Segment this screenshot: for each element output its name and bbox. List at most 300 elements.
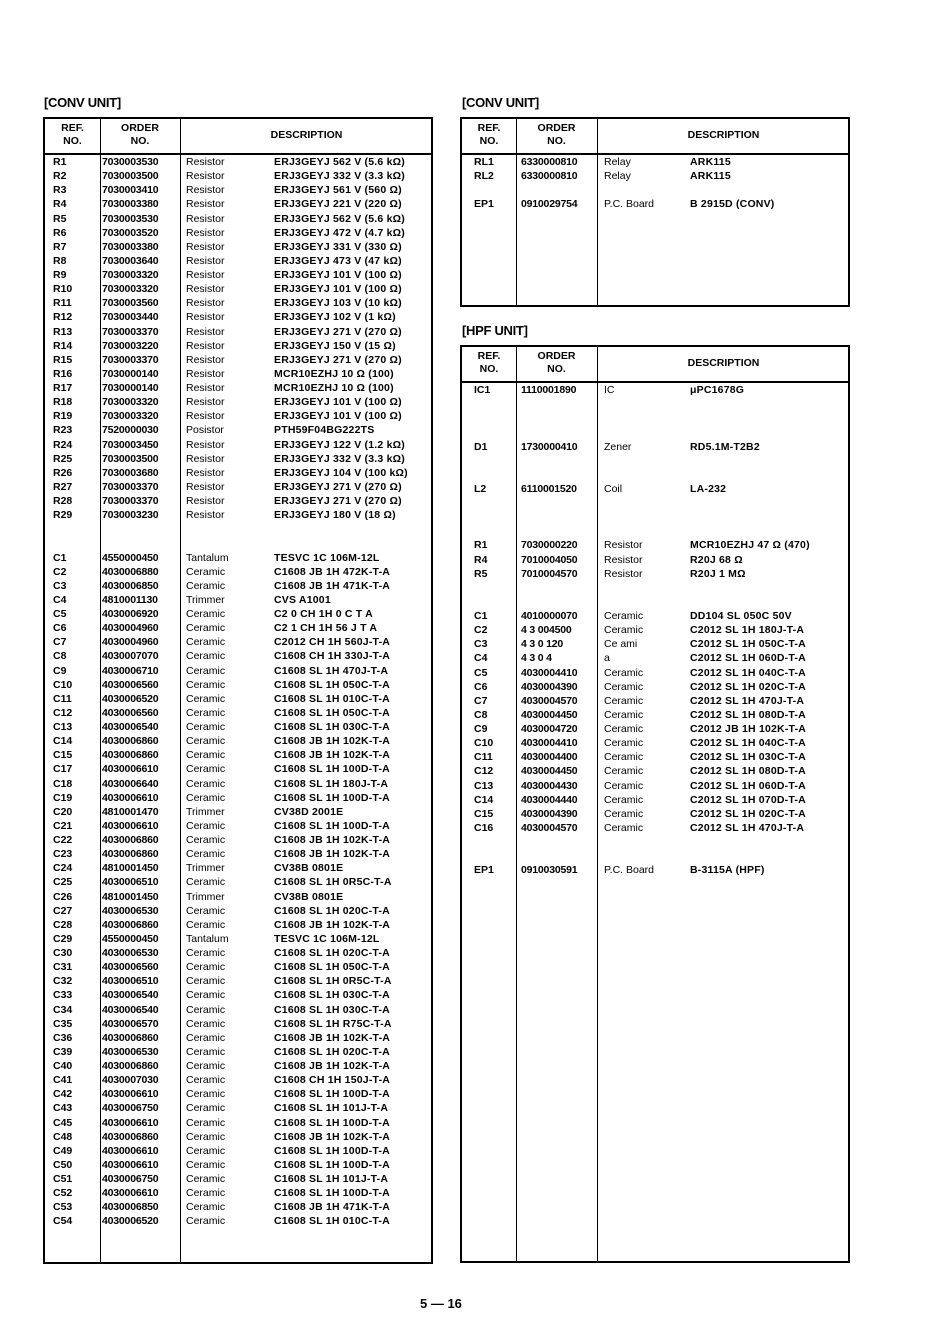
ref-no-cell: EP1 [474, 864, 494, 877]
order-no-cell: 4030006560 [102, 706, 159, 719]
ref-no-cell: R10 [53, 283, 73, 296]
table-row [45, 904, 431, 918]
part-type-cell: Ceramic [604, 807, 644, 820]
ref-no-cell: IC1 [474, 384, 491, 396]
part-type-cell: IC [604, 384, 615, 396]
ref-no-cell: C2 [474, 624, 488, 637]
table-row [45, 409, 431, 423]
order-no-cell: 4030006610 [102, 791, 159, 804]
order-no-cell: 7030000220 [521, 539, 578, 552]
ref-no-header: REF. NO. [61, 122, 84, 147]
table-row [462, 637, 848, 651]
ref-no-cell: C39 [53, 1045, 73, 1058]
order-no-cell: 7030003560 [102, 297, 159, 310]
table-row [45, 932, 431, 946]
hpf-unit-parts-table [460, 345, 850, 1263]
part-value-cell: C1608 SL 1H 0R5C-T-A [274, 975, 392, 988]
order-no-cell: 4030006540 [102, 1003, 159, 1016]
table-row [45, 805, 431, 819]
ref-no-cell: C5 [474, 666, 488, 679]
table-row [45, 522, 431, 536]
ref-no-cell: C1 [53, 551, 67, 564]
part-type-cell: Ceramic [186, 791, 226, 804]
part-value-cell: C1608 JB 1H 102K-T-A [274, 848, 391, 861]
part-value-cell: C1608 SL 1H 100D-T-A [274, 1158, 390, 1171]
part-type-cell: Ceramic [186, 735, 226, 748]
table-row [45, 480, 431, 494]
ref-no-cell: R28 [53, 495, 73, 507]
part-value-cell: ERJ3GEYJ 271 V (270 Ω) [274, 480, 402, 493]
part-value-cell: R20J 1 MΩ [690, 567, 746, 580]
table-row [462, 468, 848, 482]
ref-no-cell: R24 [53, 438, 73, 451]
table-row [45, 1158, 431, 1172]
ref-no-header: REF. NO. [477, 122, 501, 147]
description-header: DESCRIPTION [687, 129, 760, 141]
table-row [45, 155, 431, 169]
order-no-cell: 4030004720 [521, 723, 578, 735]
part-type-cell: Ceramic [186, 848, 226, 861]
part-value-cell: C2 1 CH 1H 56 J T A [274, 622, 378, 635]
part-value-cell: C1608 SL 1H 020C-T-A [274, 904, 390, 917]
order-no-cell: 4030004960 [102, 636, 159, 649]
part-value-cell: C1608 JB 1H 102K-T-A [274, 918, 391, 931]
table-row [45, 1200, 431, 1214]
table-row [45, 621, 431, 635]
part-value-cell: C1608 SL 1H 050C-T-A [274, 706, 390, 719]
table-row [45, 678, 431, 692]
part-type-cell: Ceramic [186, 876, 226, 889]
table-row [45, 946, 431, 960]
order-no-cell: 4030006640 [102, 777, 159, 790]
part-type-cell: P.C. Board [604, 864, 655, 877]
part-type-cell: Ceramic [186, 904, 226, 917]
table-row [462, 411, 848, 425]
part-type-cell: Ceramic [186, 749, 226, 762]
part-type-cell: Ceramic [186, 1060, 226, 1072]
part-value-cell: ERJ3GEYJ 221 V (220 Ω) [274, 198, 402, 211]
part-type-cell: Ceramic [604, 680, 644, 693]
part-value-cell: C1608 JB 1H 102K-T-A [274, 1130, 391, 1143]
ref-no-cell: C15 [474, 807, 494, 820]
part-type-cell: Ceramic [186, 664, 226, 677]
part-type-cell: Ceramic [604, 624, 644, 637]
order-no-cell: 4030006520 [102, 1215, 159, 1228]
order-no-cell: 4030006560 [102, 961, 159, 974]
table-row [462, 651, 848, 665]
part-value-cell: C1608 SL 1H 100D-T-A [274, 819, 390, 832]
hpf-unit-title: [HPF UNIT] [462, 323, 528, 338]
part-value-cell: C2012 SL 1H 180J-T-A [690, 624, 805, 637]
table-row [45, 536, 431, 550]
ref-no-cell: C22 [53, 834, 73, 846]
table-row [462, 567, 848, 581]
table-row [462, 793, 848, 807]
order-no-cell: 7520000030 [102, 424, 159, 437]
table-row [462, 722, 848, 736]
table-row [462, 155, 848, 169]
table-row [45, 791, 431, 805]
ref-no-cell: R6 [53, 226, 67, 239]
part-type-cell: Ceramic [186, 1031, 226, 1044]
part-value-cell: ERJ3GEYJ 103 V (10 kΩ) [274, 297, 402, 310]
table-row [462, 397, 848, 411]
ref-no-cell: C41 [53, 1074, 73, 1087]
order-no-cell: 4030006510 [102, 876, 159, 889]
part-value-cell: ERJ3GEYJ 271 V (270 Ω) [274, 495, 402, 507]
ref-no-cell: C4 [474, 652, 488, 665]
part-type-cell: Resistor [186, 495, 225, 507]
order-no-cell: 4030004960 [102, 622, 159, 635]
ref-no-cell: C10 [474, 737, 494, 750]
part-type-cell: Ceramic [186, 692, 226, 705]
part-value-cell: C2012 SL 1H 070D-T-A [690, 793, 806, 806]
order-no-cell: 4030006860 [102, 735, 159, 748]
order-no-cell: 7030003320 [102, 269, 159, 281]
part-type-cell: Posistor [186, 424, 224, 437]
order-no-cell: 4810001450 [102, 890, 159, 903]
table-row [462, 807, 848, 821]
ref-no-cell: C45 [53, 1116, 73, 1129]
part-type-cell: Resistor [186, 198, 225, 211]
part-type-cell: Resistor [186, 452, 225, 465]
order-no-cell: 4030006860 [102, 749, 159, 762]
table-row [45, 607, 431, 621]
part-value-cell: C1608 SL 1H 010C-T-A [274, 692, 390, 705]
part-value-cell: C2012 SL 1H 080D-T-A [690, 708, 806, 721]
part-value-cell: ERJ3GEYJ 472 V (4.7 kΩ) [274, 226, 405, 239]
part-value-cell: ARK115 [690, 170, 731, 183]
ref-no-cell: C3 [474, 638, 488, 651]
order-no-cell: 7030003370 [102, 480, 159, 493]
ref-no-cell: C43 [53, 1102, 73, 1115]
order-no-cell: 1110001890 [521, 384, 577, 396]
table-row [45, 183, 431, 197]
ref-no-cell: C8 [474, 708, 488, 721]
part-value-cell: ERJ3GEYJ 101 V (100 Ω) [274, 396, 402, 409]
ref-no-cell: R23 [53, 424, 73, 437]
page-number: 5 — 16 [420, 1296, 462, 1311]
ref-no-cell: R4 [474, 553, 488, 566]
ref-no-cell: R11 [53, 297, 72, 310]
order-no-cell: 4030006610 [102, 1187, 159, 1200]
ref-no-cell: R3 [53, 184, 67, 197]
part-value-cell: MCR10EZHJ 47 Ω (470) [690, 539, 810, 552]
part-type-cell: P.C. Board [604, 198, 655, 211]
order-no-cell: 4030007070 [102, 650, 159, 663]
part-type-cell: Ceramic [604, 610, 644, 622]
part-value-cell: TESVC 1C 106M-12L [274, 551, 380, 564]
part-type-cell: Resistor [186, 311, 225, 324]
table-row [462, 425, 848, 439]
order-no-cell: 4030004570 [521, 821, 578, 834]
order-no-cell: 4030004390 [521, 680, 578, 693]
part-type-cell: Relay [604, 156, 631, 168]
table-row [45, 974, 431, 988]
table-row [45, 268, 431, 282]
order-no-cell: 1730000410 [521, 440, 578, 453]
table-row [462, 595, 848, 609]
ref-no-cell: R2 [53, 170, 67, 183]
order-no-cell: 4030006860 [102, 1031, 159, 1044]
description-header: DESCRIPTION [687, 357, 760, 369]
order-no-cell: 4030006750 [102, 1102, 159, 1115]
order-no-cell: 4030006530 [102, 1045, 159, 1058]
part-type-cell: Zener [604, 440, 632, 453]
table-row [45, 777, 431, 791]
part-value-cell: TESVC 1C 106M-12L [274, 932, 380, 945]
ref-no-cell: C9 [474, 723, 488, 735]
table-row [462, 666, 848, 680]
ref-no-cell: C14 [474, 793, 494, 806]
ref-no-cell: C40 [53, 1060, 73, 1072]
part-type-cell: Ceramic [186, 819, 226, 832]
order-no-cell: 7030003370 [102, 325, 159, 338]
table-row [45, 1186, 431, 1200]
part-value-cell: C1608 SL 1H 0R5C-T-A [274, 876, 392, 889]
part-value-cell: C1608 JB 1H 102K-T-A [274, 834, 391, 846]
order-no-cell: 0910030591 [521, 864, 578, 877]
order-no-cell: 7030003520 [102, 226, 159, 239]
ref-no-cell: C7 [53, 636, 67, 649]
order-no-cell: 4030006880 [102, 565, 159, 578]
table-row [45, 692, 431, 706]
order-no-cell: 4030006860 [102, 918, 159, 931]
table-row [45, 861, 431, 875]
table-row [45, 762, 431, 776]
part-type-cell: Resistor [186, 339, 225, 352]
ref-no-cell: C18 [53, 777, 73, 790]
part-value-cell: C1608 SL 1H 470J-T-A [274, 664, 389, 677]
part-value-cell: C1608 SL 1H R75C-T-A [274, 1017, 392, 1030]
conv-unit-parts-table-right [460, 117, 850, 307]
ref-no-cell: R5 [474, 567, 488, 580]
ref-no-cell: C8 [53, 650, 67, 663]
ref-no-cell: C50 [53, 1158, 73, 1171]
order-no-cell: 7030003450 [102, 438, 159, 451]
part-type-cell: Ceramic [604, 751, 644, 764]
part-value-cell: C1608 SL 1H 100D-T-A [274, 1144, 390, 1157]
part-type-cell: a [604, 652, 610, 665]
part-type-cell: Resistor [186, 438, 225, 451]
ref-no-cell: C10 [53, 678, 73, 691]
ref-no-cell: L2 [474, 482, 487, 495]
ref-no-cell: R27 [53, 480, 73, 493]
ref-no-cell: R9 [53, 269, 67, 281]
part-type-cell: Resistor [186, 184, 225, 197]
ref-no-cell: C54 [53, 1215, 73, 1228]
part-value-cell: C1608 SL 1H 101J-T-A [274, 1173, 389, 1185]
description-header: DESCRIPTION [270, 129, 343, 141]
order-no-cell: 4810001470 [102, 805, 159, 818]
order-no-cell: 6330000810 [521, 170, 578, 183]
order-no-cell: 4030004440 [521, 793, 578, 806]
part-type-cell: Ceramic [186, 1173, 226, 1185]
part-type-cell: Relay [604, 170, 631, 183]
ref-no-cell: C21 [53, 819, 73, 832]
part-value-cell: ERJ3GEYJ 102 V (1 kΩ) [274, 311, 396, 324]
part-value-cell: CV38D 2001E [274, 805, 344, 818]
part-type-cell: Resistor [186, 297, 225, 310]
order-no-cell: 7030003440 [102, 311, 159, 324]
part-value-cell: C1608 JB 1H 102K-T-A [274, 749, 391, 762]
table-row [462, 454, 848, 468]
ref-no-cell: C32 [53, 975, 73, 988]
part-value-cell: C1608 SL 1H 050C-T-A [274, 961, 390, 974]
table-row [45, 508, 431, 522]
table-row [45, 1130, 431, 1144]
table-row [45, 565, 431, 579]
part-value-cell: ERJ3GEYJ 180 V (18 Ω) [274, 509, 396, 522]
table-row [462, 764, 848, 778]
order-no-cell: 4030004450 [521, 765, 578, 778]
part-type-cell: Resistor [186, 283, 225, 296]
order-no-cell: 4030006860 [102, 848, 159, 861]
part-type-cell: Resistor [186, 367, 225, 380]
table-row [462, 863, 848, 877]
table-row [45, 353, 431, 367]
part-type-cell: Ceramic [604, 779, 644, 792]
order-no-cell: 4030006610 [102, 763, 159, 776]
part-value-cell: RD5.1M-T2B2 [690, 440, 760, 453]
part-type-cell: Trimmer [186, 593, 225, 606]
table-row [45, 734, 431, 748]
part-type-cell: Ceramic [186, 1187, 226, 1200]
part-value-cell: C1608 SL 1H 050C-T-A [274, 678, 390, 691]
part-value-cell: C2012 SL 1H 470J-T-A [690, 821, 805, 834]
part-value-cell: C1608 CH 1H 330J-T-A [274, 650, 391, 663]
part-value-cell: C1608 SL 1H 180J-T-A [274, 777, 389, 790]
order-no-cell: 4810001130 [102, 593, 158, 606]
table-row [462, 680, 848, 694]
table-row [45, 1059, 431, 1073]
table-row [45, 1144, 431, 1158]
table-row [462, 524, 848, 538]
order-no-cell: 4030006530 [102, 947, 159, 959]
order-no-cell: 4010000070 [521, 610, 578, 622]
ref-no-cell: C13 [474, 779, 494, 792]
part-value-cell: ERJ3GEYJ 332 V (3.3 kΩ) [274, 170, 405, 183]
table-row [45, 579, 431, 593]
part-value-cell: C1608 JB 1H 471K-T-A [274, 1201, 391, 1214]
order-no-cell: 7030003530 [102, 212, 159, 225]
part-value-cell: B 2915D (CONV) [690, 198, 775, 211]
part-type-cell: Ceramic [186, 763, 226, 776]
part-type-cell: Ceramic [604, 723, 644, 735]
order-no-cell: 4030006520 [102, 692, 159, 705]
part-type-cell: Resistor [186, 396, 225, 409]
order-no-cell: 7030003380 [102, 240, 159, 253]
ref-no-cell: C49 [53, 1144, 73, 1157]
table-row [45, 452, 431, 466]
part-type-cell: Ceramic [604, 793, 644, 806]
ref-no-cell: R25 [53, 452, 73, 465]
order-no-cell: 4810001450 [102, 862, 159, 875]
order-no-cell: 4030006610 [102, 1144, 159, 1157]
parts-rows [45, 155, 431, 1229]
table-row [462, 197, 848, 211]
part-value-cell: C1608 SL 1H 100D-T-A [274, 791, 390, 804]
part-type-cell: Ceramic [604, 765, 644, 778]
table-row [45, 1087, 431, 1101]
order-no-cell: 7030003220 [102, 339, 159, 352]
part-type-cell: Ceramic [186, 975, 226, 988]
ref-no-cell: C30 [53, 947, 73, 959]
part-type-cell: Resistor [186, 254, 225, 267]
part-type-cell: Ceramic [186, 636, 226, 649]
table-row [462, 496, 848, 510]
part-value-cell: ERJ3GEYJ 104 V (100 kΩ) [274, 466, 408, 479]
order-no-cell: 4030006610 [102, 1088, 159, 1101]
part-type-cell: Ce ami [604, 638, 638, 651]
order-no-cell: 4030006530 [102, 904, 159, 917]
part-value-cell: C2012 SL 1H 040C-T-A [690, 666, 806, 679]
ref-no-cell: R1 [53, 156, 67, 168]
part-type-cell: Trimmer [186, 890, 225, 903]
order-no-cell: 7030003680 [102, 466, 159, 479]
part-type-cell: Ceramic [186, 834, 226, 846]
ref-no-cell: C20 [53, 805, 73, 818]
table-row [45, 169, 431, 183]
table-row [462, 835, 848, 849]
part-value-cell: C2012 SL 1H 020C-T-A [690, 807, 806, 820]
table-row [45, 423, 431, 437]
part-value-cell: ERJ3GEYJ 101 V (100 Ω) [274, 410, 402, 423]
ref-no-cell: C13 [53, 721, 73, 733]
part-type-cell: Resistor [604, 553, 643, 566]
table-row [45, 282, 431, 296]
order-no-cell: 4030006610 [102, 819, 159, 832]
order-no-cell: 4030004410 [521, 737, 578, 750]
table-row [45, 438, 431, 452]
part-value-cell: C2012 JB 1H 102K-T-A [690, 723, 807, 735]
ref-no-cell: C4 [53, 593, 67, 606]
part-value-cell: C1608 SL 1H 030C-T-A [274, 1003, 390, 1016]
ref-no-cell: R14 [53, 339, 73, 352]
order-no-cell: 7030000140 [102, 367, 159, 380]
part-type-cell: Resistor [186, 226, 225, 239]
ref-no-cell: C24 [53, 862, 73, 875]
ref-no-cell: C48 [53, 1130, 73, 1143]
order-no-cell: 4030006850 [102, 579, 159, 592]
table-row [462, 553, 848, 567]
order-no-cell: 7030003530 [102, 156, 159, 168]
table-row [45, 833, 431, 847]
ref-no-cell: C11 [53, 692, 72, 705]
ref-no-cell: D1 [474, 440, 488, 453]
part-type-cell: Resistor [186, 509, 225, 522]
part-value-cell: C2012 CH 1H 560J-T-A [274, 636, 391, 649]
part-value-cell: CV38B 0801E [274, 890, 344, 903]
order-no-cell: 7030003500 [102, 170, 159, 183]
ref-no-cell: R7 [53, 240, 67, 253]
part-value-cell: C2 0 CH 1H 0 C T A [274, 608, 373, 620]
table-row [45, 296, 431, 310]
part-type-cell: Resistor [186, 382, 225, 394]
order-no-cell: 7030003230 [102, 509, 159, 522]
table-row [45, 748, 431, 762]
table-row [462, 383, 848, 397]
part-value-cell: MCR10EZHJ 10 Ω (100) [274, 382, 394, 394]
ref-no-cell: C26 [53, 890, 73, 903]
table-row [45, 593, 431, 607]
order-no-cell: 7030003370 [102, 353, 159, 366]
part-type-cell: Ceramic [186, 1102, 226, 1115]
ref-no-cell: C53 [53, 1201, 73, 1214]
part-value-cell: ERJ3GEYJ 332 V (3.3 kΩ) [274, 452, 405, 465]
table-row [45, 847, 431, 861]
order-no-header: ORDER NO. [537, 350, 576, 375]
